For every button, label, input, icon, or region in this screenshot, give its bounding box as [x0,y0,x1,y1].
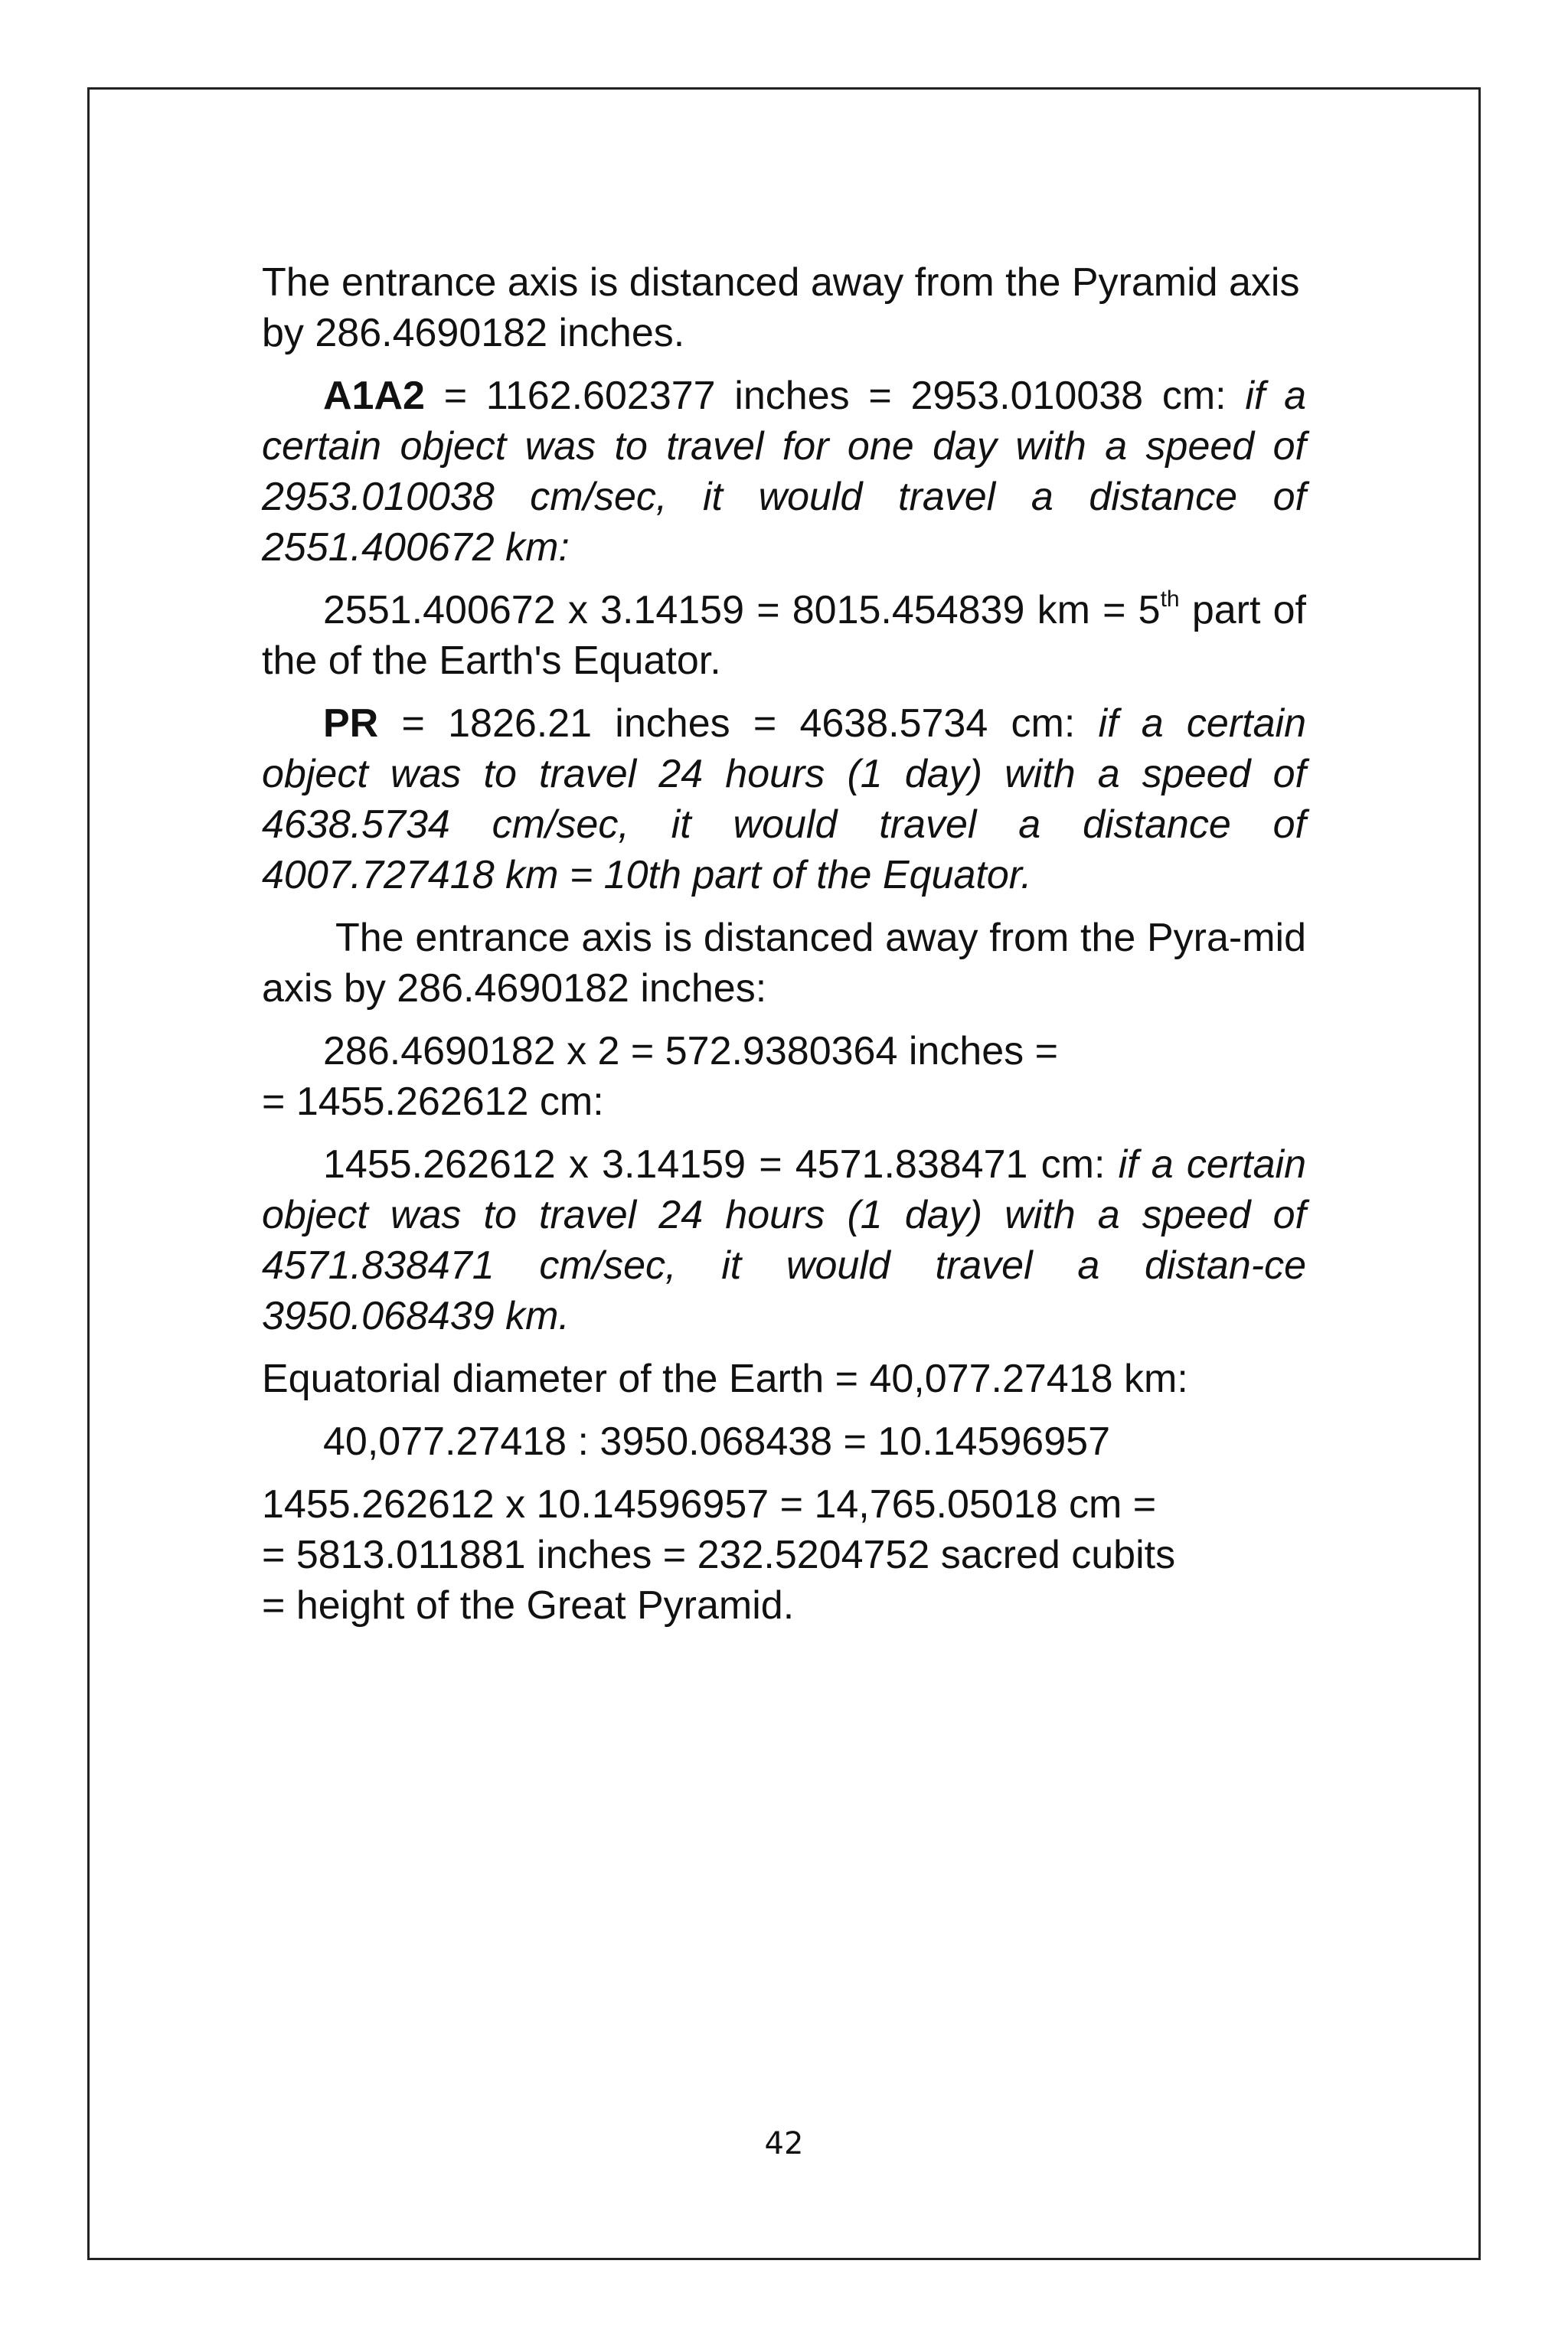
paragraph-pyramid-height [262,1479,1306,1631]
paragraph-pr [262,698,1306,900]
paragraph-double-distance [262,1026,1306,1127]
a1a2-explanation: if a certain object was to travel for one day with a speed of 2953.010038 cm/sec, it would travel a distance of 2551.400672 km: [262,374,1306,570]
paragraph-equator-fifth [262,585,1306,686]
superscript-th: th [1160,586,1180,612]
label-pr: PR [323,701,379,746]
equator-fifth-calc: 2551.400672 x 3.14159 = 8015.454839 km = 5 [323,588,1161,632]
circumference-calc: 1455.262612 x 3.14159 = 4571.838471 cm: [323,1142,1119,1187]
label-a1a2: A1A2 [323,374,425,418]
circumference-explanation: if a certain object was to travel 24 hours (1 day) with a speed of 4571.838471 cm/sec, it would travel a distan-ce 3950.068439 km. [262,1142,1307,1338]
pyramid-height-line-1: 1455.262612 x 10.14596957 = 14,765.05018 cm = [262,1482,1157,1527]
double-distance-line-2: = 1455.262612 cm: [262,1080,604,1124]
paragraph-equatorial-diameter: Equatorial diameter of the Earth = 40,077.27418 km: [262,1357,1188,1401]
equator-fifth-text: part of the of the Earth's Equator. [262,588,1306,683]
pr-value: = 1826.21 inches = 4638.5734 cm: [378,701,1099,746]
double-distance-line-1: 286.4690182 x 2 = 572.9380364 inches = [323,1029,1058,1073]
page-body [262,257,1306,1643]
paragraph-circumference [262,1139,1306,1341]
pr-explanation: if a certain object was to travel 24 hours (1 day) with a speed of 4638.5734 cm/sec, it would travel a distance of 4007.727418 km = 10th part of the Equator. [262,701,1307,897]
paragraph-a1a2 [262,371,1306,573]
a1a2-value: = 1162.602377 inches = 2953.010038 cm: [424,374,1246,418]
paragraph-entrance-axis: The entrance axis is distanced away from the Pyramid axis by 286.4690182 inches. [262,260,1300,355]
paragraph-entrance-axis-2: The entrance axis is distanced away from the Pyra-mid axis by 286.4690182 inches: [262,916,1306,1011]
pyramid-height-line-3: = height of the Great Pyramid. [262,1583,795,1628]
paragraph-ratio: 40,077.27418 : 3950.068438 = 10.14596957 [323,1419,1110,1464]
pyramid-height-line-2: = 5813.011881 inches = 232.5204752 sacred cubits [262,1533,1176,1577]
page-number: 42 [764,2126,804,2161]
